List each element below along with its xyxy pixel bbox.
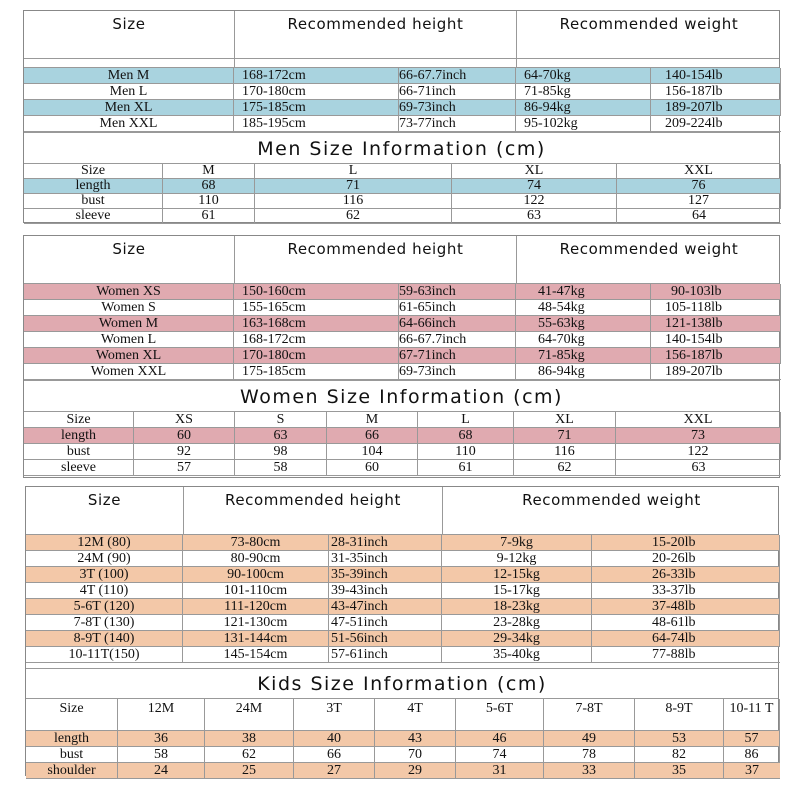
table-header-cell: S bbox=[235, 412, 327, 428]
table-cell: 35-39inch bbox=[329, 567, 442, 583]
table-cell: 18-23kg bbox=[442, 599, 592, 615]
kids-recommend-table bbox=[26, 535, 778, 663]
table-cell: 127 bbox=[617, 194, 781, 209]
table-header-cell: XS bbox=[134, 412, 235, 428]
table-cell: 101-110cm bbox=[183, 583, 329, 599]
table-cell: 63 bbox=[616, 460, 781, 476]
table-cell: shoulder bbox=[26, 763, 118, 779]
table-cell: 110 bbox=[418, 444, 514, 460]
table-cell: 59-63inch bbox=[399, 284, 516, 300]
table-cell: 175-185cm bbox=[234, 100, 399, 116]
table-cell: 121-130cm bbox=[183, 615, 329, 631]
table-cell: 86 bbox=[724, 747, 780, 763]
table-cell: 76 bbox=[617, 179, 781, 194]
table-cell: Men XL bbox=[24, 100, 234, 116]
table-cell: 64-74lb bbox=[592, 631, 780, 647]
table-cell: 58 bbox=[235, 460, 327, 476]
table-cell: 86-94kg bbox=[516, 364, 651, 380]
table-cell: 39-43inch bbox=[329, 583, 442, 599]
table-cell: bust bbox=[26, 747, 118, 763]
table-cell: 60 bbox=[134, 428, 235, 444]
table-cell: 10-11T(150) bbox=[26, 647, 183, 663]
table-cell: 49 bbox=[544, 731, 635, 747]
table-cell: Women XL bbox=[24, 348, 234, 364]
table-cell: 26-33lb bbox=[592, 567, 780, 583]
women-header-row bbox=[24, 236, 779, 284]
table-cell: 140-154lb bbox=[651, 68, 781, 84]
table-cell: 98 bbox=[235, 444, 327, 460]
table-cell: 77-88lb bbox=[592, 647, 780, 663]
women-weight-header: Recommended weight bbox=[559, 240, 739, 258]
men-header-row bbox=[24, 11, 779, 59]
table-cell: 156-187lb bbox=[651, 84, 781, 100]
table-cell: 66-71inch bbox=[399, 84, 516, 100]
table-header-cell: Size bbox=[24, 412, 134, 428]
table-cell: 5-6T (120) bbox=[26, 599, 183, 615]
table-cell: 35 bbox=[635, 763, 724, 779]
table-cell: 64-70kg bbox=[516, 332, 651, 348]
table-cell: 110 bbox=[163, 194, 255, 209]
table-cell: 150-160cm bbox=[234, 284, 399, 300]
table-cell: 71-85kg bbox=[516, 348, 651, 364]
table-cell: 12-15kg bbox=[442, 567, 592, 583]
table-cell: 24M (90) bbox=[26, 551, 183, 567]
table-cell: 31-35inch bbox=[329, 551, 442, 567]
table-cell: 86-94kg bbox=[516, 100, 651, 116]
table-cell: 66 bbox=[294, 747, 375, 763]
table-cell: sleeve bbox=[24, 460, 134, 476]
table-cell: 25 bbox=[205, 763, 294, 779]
table-cell: 66-67.7inch bbox=[399, 332, 516, 348]
table-cell: 31 bbox=[456, 763, 544, 779]
table-cell: 28-31inch bbox=[329, 535, 442, 551]
table-cell: 20-26lb bbox=[592, 551, 780, 567]
table-cell: 140-154lb bbox=[651, 332, 781, 348]
table-header-cell: 5-6T bbox=[456, 699, 544, 731]
table-cell: 61 bbox=[418, 460, 514, 476]
table-cell: 41-47kg bbox=[516, 284, 651, 300]
table-cell: 168-172cm bbox=[234, 68, 399, 84]
table-cell: 122 bbox=[616, 444, 781, 460]
table-cell: 36 bbox=[118, 731, 205, 747]
men-section-title: Men Size Information (cm) bbox=[24, 132, 779, 164]
table-cell: 82 bbox=[635, 747, 724, 763]
table-header-cell: 7-8T bbox=[544, 699, 635, 731]
table-cell: 78 bbox=[544, 747, 635, 763]
kids-height-header: Recommended height bbox=[224, 491, 401, 509]
table-cell: 189-207lb bbox=[651, 364, 781, 380]
table-cell: 43 bbox=[375, 731, 456, 747]
table-cell: 69-73inch bbox=[399, 100, 516, 116]
men-size-header: Size bbox=[112, 15, 146, 33]
table-cell: 189-207lb bbox=[651, 100, 781, 116]
table-cell: 33 bbox=[544, 763, 635, 779]
table-cell: 122 bbox=[452, 194, 617, 209]
table-cell: 121-138lb bbox=[651, 316, 781, 332]
table-cell: 70 bbox=[375, 747, 456, 763]
table-cell: 64 bbox=[617, 209, 781, 224]
table-cell: 71-85kg bbox=[516, 84, 651, 100]
table-cell: 80-90cm bbox=[183, 551, 329, 567]
table-cell: 64-70kg bbox=[516, 68, 651, 84]
table-header-cell: XXL bbox=[617, 164, 781, 179]
table-cell: 90-103lb bbox=[651, 284, 781, 300]
table-header-cell: 24M bbox=[205, 699, 294, 731]
women-height-header: Recommended height bbox=[287, 240, 464, 258]
table-cell: sleeve bbox=[24, 209, 163, 224]
table-cell: 69-73inch bbox=[399, 364, 516, 380]
table-cell: 57 bbox=[134, 460, 235, 476]
table-cell: 46 bbox=[456, 731, 544, 747]
table-cell: 61-65inch bbox=[399, 300, 516, 316]
table-header-cell: 10-11 T bbox=[724, 699, 780, 731]
men-height-header: Recommended height bbox=[287, 15, 464, 33]
table-cell: 95-102kg bbox=[516, 116, 651, 132]
table-cell: Men M bbox=[24, 68, 234, 84]
table-header-cell: L bbox=[255, 164, 452, 179]
table-header-cell: M bbox=[327, 412, 418, 428]
table-cell: 71 bbox=[514, 428, 616, 444]
table-cell: 37-48lb bbox=[592, 599, 780, 615]
table-cell: 62 bbox=[205, 747, 294, 763]
table-header-cell: XXL bbox=[616, 412, 781, 428]
table-cell: 64-66inch bbox=[399, 316, 516, 332]
table-cell: 53 bbox=[635, 731, 724, 747]
table-cell: 62 bbox=[255, 209, 452, 224]
table-header-cell: Size bbox=[24, 164, 163, 179]
table-cell: 3T (100) bbox=[26, 567, 183, 583]
table-cell: 168-172cm bbox=[234, 332, 399, 348]
table-cell: Men L bbox=[24, 84, 234, 100]
table-cell: 68 bbox=[163, 179, 255, 194]
table-cell: 156-187lb bbox=[651, 348, 781, 364]
table-cell: 66-67.7inch bbox=[399, 68, 516, 84]
table-cell: 29-34kg bbox=[442, 631, 592, 647]
kids-header-row bbox=[26, 487, 778, 535]
table-cell: 38 bbox=[205, 731, 294, 747]
table-cell: 155-165cm bbox=[234, 300, 399, 316]
table-cell: 61 bbox=[163, 209, 255, 224]
table-cell: 170-180cm bbox=[234, 348, 399, 364]
table-cell: 15-20lb bbox=[592, 535, 780, 551]
table-cell: bust bbox=[24, 444, 134, 460]
table-cell: 4T (110) bbox=[26, 583, 183, 599]
table-cell: 105-118lb bbox=[651, 300, 781, 316]
table-cell: 37 bbox=[724, 763, 780, 779]
table-cell: 74 bbox=[456, 747, 544, 763]
men-size-chart bbox=[23, 10, 780, 223]
kids-size-chart bbox=[25, 486, 779, 776]
table-cell: 63 bbox=[235, 428, 327, 444]
table-cell: 57-61inch bbox=[329, 647, 442, 663]
table-cell: 116 bbox=[255, 194, 452, 209]
men-weight-header: Recommended weight bbox=[559, 15, 739, 33]
table-cell: 43-47inch bbox=[329, 599, 442, 615]
table-cell: 9-12kg bbox=[442, 551, 592, 567]
table-cell: 48-61lb bbox=[592, 615, 780, 631]
table-header-cell: Size bbox=[26, 699, 118, 731]
table-cell: 131-144cm bbox=[183, 631, 329, 647]
kids-weight-header: Recommended weight bbox=[522, 491, 701, 509]
table-cell: 185-195cm bbox=[234, 116, 399, 132]
men-info-table bbox=[24, 164, 779, 224]
women-size-header: Size bbox=[112, 240, 146, 258]
table-cell: 73-80cm bbox=[183, 535, 329, 551]
table-cell: 40 bbox=[294, 731, 375, 747]
table-cell: 67-71inch bbox=[399, 348, 516, 364]
table-cell: Men XXL bbox=[24, 116, 234, 132]
table-cell: 92 bbox=[134, 444, 235, 460]
table-header-cell: M bbox=[163, 164, 255, 179]
table-cell: 7-9kg bbox=[442, 535, 592, 551]
table-cell: 163-168cm bbox=[234, 316, 399, 332]
table-cell: length bbox=[24, 179, 163, 194]
table-header-cell: 8-9T bbox=[635, 699, 724, 731]
table-cell: 55-63kg bbox=[516, 316, 651, 332]
table-header-cell: 3T bbox=[294, 699, 375, 731]
table-cell: 29 bbox=[375, 763, 456, 779]
table-cell: 12M (80) bbox=[26, 535, 183, 551]
table-cell: 209-224lb bbox=[651, 116, 781, 132]
table-cell: length bbox=[24, 428, 134, 444]
table-cell: 90-100cm bbox=[183, 567, 329, 583]
table-cell: 68 bbox=[418, 428, 514, 444]
table-header-cell: XL bbox=[514, 412, 616, 428]
table-cell: 58 bbox=[118, 747, 205, 763]
table-cell: 170-180cm bbox=[234, 84, 399, 100]
men-recommend-table bbox=[24, 68, 779, 132]
table-cell: 74 bbox=[452, 179, 617, 194]
table-cell: 7-8T (130) bbox=[26, 615, 183, 631]
table-cell: Women XXL bbox=[24, 364, 234, 380]
table-cell: length bbox=[26, 731, 118, 747]
table-header-cell: L bbox=[418, 412, 514, 428]
table-cell: 8-9T (140) bbox=[26, 631, 183, 647]
table-header-cell: 12M bbox=[118, 699, 205, 731]
table-cell: 60 bbox=[327, 460, 418, 476]
table-cell: 24 bbox=[118, 763, 205, 779]
table-cell: 73-77inch bbox=[399, 116, 516, 132]
men-spacer bbox=[24, 59, 779, 68]
table-cell: 71 bbox=[255, 179, 452, 194]
table-cell: bust bbox=[24, 194, 163, 209]
table-cell: Women S bbox=[24, 300, 234, 316]
table-cell: 27 bbox=[294, 763, 375, 779]
table-cell: 51-56inch bbox=[329, 631, 442, 647]
women-info-table bbox=[24, 412, 779, 476]
table-cell: 175-185cm bbox=[234, 364, 399, 380]
table-cell: 35-40kg bbox=[442, 647, 592, 663]
table-cell: 66 bbox=[327, 428, 418, 444]
table-cell: 104 bbox=[327, 444, 418, 460]
table-cell: 62 bbox=[514, 460, 616, 476]
table-header-cell: 4T bbox=[375, 699, 456, 731]
table-cell: 33-37lb bbox=[592, 583, 780, 599]
table-header-cell: XL bbox=[452, 164, 617, 179]
table-cell: 57 bbox=[724, 731, 780, 747]
women-section-title: Women Size Information (cm) bbox=[24, 380, 779, 412]
table-cell: 63 bbox=[452, 209, 617, 224]
table-cell: 116 bbox=[514, 444, 616, 460]
table-cell: 111-120cm bbox=[183, 599, 329, 615]
women-recommend-table bbox=[24, 284, 779, 380]
table-cell: Women L bbox=[24, 332, 234, 348]
table-cell: 23-28kg bbox=[442, 615, 592, 631]
women-size-chart bbox=[23, 235, 780, 478]
kids-size-header: Size bbox=[87, 491, 122, 509]
table-cell: 48-54kg bbox=[516, 300, 651, 316]
table-cell: 145-154cm bbox=[183, 647, 329, 663]
kids-section-title: Kids Size Information (cm) bbox=[26, 669, 778, 699]
table-cell: 15-17kg bbox=[442, 583, 592, 599]
table-cell: Women XS bbox=[24, 284, 234, 300]
table-cell: Women M bbox=[24, 316, 234, 332]
kids-info-table bbox=[26, 699, 778, 779]
table-cell: 47-51inch bbox=[329, 615, 442, 631]
table-cell: 73 bbox=[616, 428, 781, 444]
